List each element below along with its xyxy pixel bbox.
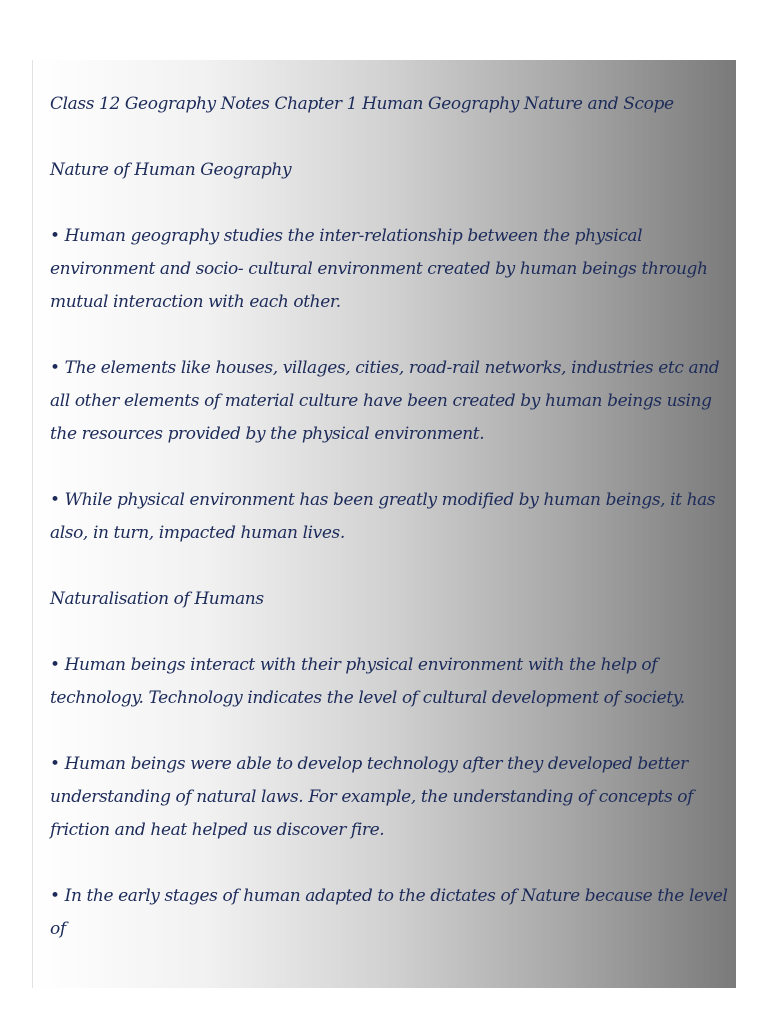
document-page [32, 60, 736, 988]
bullet-paragraph: • In the early stages of human adapted to the dictates of Nature because the level of [50, 886, 728, 939]
bullet-paragraph: • Human geography studies the inter-relationship between the physical environment and socio- cultural environment created by human beings through mutual interaction with each other. [50, 226, 708, 312]
bullet-paragraph: • The elements like houses, villages, cities, road-rail networks, industries etc and all other elements of material culture have been created by human beings using the resources provided by the physical environment. [50, 358, 720, 444]
section-heading-naturalisation: Naturalisation of Humans [50, 589, 264, 609]
bullet-paragraph: • Human beings interact with their physical environment with the help of technology. Technology indicates the level of cultural development of society. [50, 655, 685, 708]
section-heading-nature: Nature of Human Geography [50, 160, 292, 180]
document-content [50, 88, 730, 979]
bullet-paragraph: • While physical environment has been greatly modified by human beings, it has also, in turn, impacted human lives. [50, 490, 716, 543]
document-title: Class 12 Geography Notes Chapter 1 Human Geography Nature and Scope [50, 94, 674, 114]
page-left-edge [32, 60, 33, 988]
bullet-paragraph: • Human beings were able to develop technology after they developed better understanding of natural laws. For example, the understanding of concepts of friction and heat helped us discover fire. [50, 754, 694, 840]
